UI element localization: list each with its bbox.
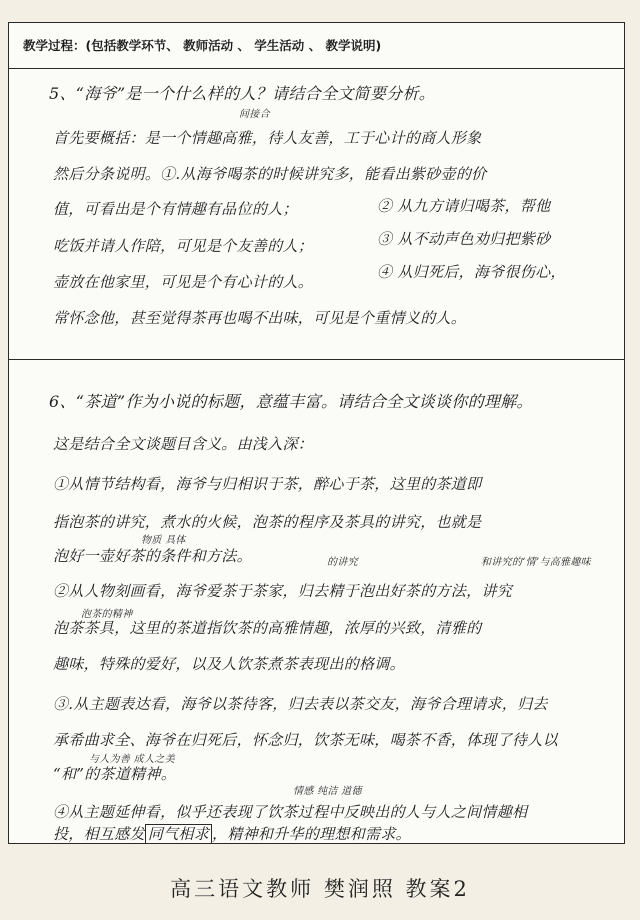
q5-line: ④ 从归死后，海爷很伤心， [377,263,566,281]
q6-margin-note: 与人为善 成人之美 [89,754,175,765]
q6-line: 指泡茶的讲究，煮水的火候，泡茶的程序及茶具的讲究，也就是 [53,513,482,531]
page-footer-caption: 高三语文教师 樊润照 教案2 [170,877,470,901]
section-header: 教学过程：(包括教学环节、 教师活动 、 学生活动 、 教学说明) [9,23,624,69]
q6-text-fragment: ，精神和升华的理想和需求。 [212,825,411,843]
q6-line-final [53,823,411,844]
q6-line: 泡好一壶好茶的条件和方法。 [53,547,252,565]
q5-line: ③ 从不动声色劝归把紫砂 [377,230,551,248]
q5-margin-note: 间接合 [239,109,270,120]
q5-line: 然后分条说明。①.从海爷喝茶的时候讲究多，能看出紫砂壶的价 [53,165,487,183]
q6-margin-note: 物质 具体 [141,535,186,546]
underlined-phrase: 感发 [114,825,145,843]
q6-line: “和”的茶道精神。 [53,765,177,783]
q6-line: 承希曲求全、海爷在归死后，怀念归，饮茶无味，喝茶不香，体现了待人以 [53,731,558,749]
q6-line: ④从主题延伸看，似乎还表现了饮茶过程中反映出的人与人之间情趣相 [53,803,528,821]
q6-margin-note: 情感 纯洁 道德 [293,786,362,797]
boxed-phrase: 同气相求 [145,824,212,844]
q5-line: ② 从九方请归喝茶，帮他 [377,197,551,215]
q6-line: ③.从主题表达看，海爷以茶待客，归去表以茶交友，海爷合理请求，归去 [53,695,548,713]
q6-line: 泡茶茶具，这里的茶道指饮茶的高雅情趣，浓厚的兴致，清雅的 [53,619,482,637]
lesson-plan-sheet [8,22,625,844]
q6-margin-note: 和讲究的‘情’与高雅趣味 [481,557,591,568]
q5-line: 吃饭并请人作陪，可见是个友善的人； [53,237,314,255]
q6-text-fragment: 投，相互 [53,825,115,843]
q5-line: 值，可看出是个有情趣有品位的人； [53,200,298,218]
q5-line: 首先要概括：是一个情趣高雅，待人友善，工于心计的商人形象 [53,129,482,147]
q5-question: 5、“海爷”是一个什么样的人？请结合全文简要分析。 [49,84,436,103]
q6-margin-note: 泡茶的精神 [81,609,133,620]
q6-line: ②从人物刻画看，海爷爱茶于茶家，归去精于泡出好茶的方法，讲究 [53,582,513,600]
q6-line: ①从情节结构看，海爷与归相识于茶，醉心于茶，这里的茶道即 [53,475,482,493]
section-divider [9,359,624,360]
q6-margin-note: 的讲究 [327,557,358,568]
q6-intro: 这是结合全文谈题目含义。由浅入深： [53,435,314,453]
q6-question: 6、“茶道”作为小说的标题，意蕴丰富。请结合全文谈谈你的理解。 [49,392,533,411]
q5-line: 常怀念他，甚至觉得茶再也喝不出味，可见是个重情义的人。 [53,309,467,327]
q5-line: 壶放在他家里，可见是个有心计的人。 [53,273,314,291]
q6-line: 趣味，特殊的爱好，以及人饮茶煮茶表现出的格调。 [53,655,405,673]
